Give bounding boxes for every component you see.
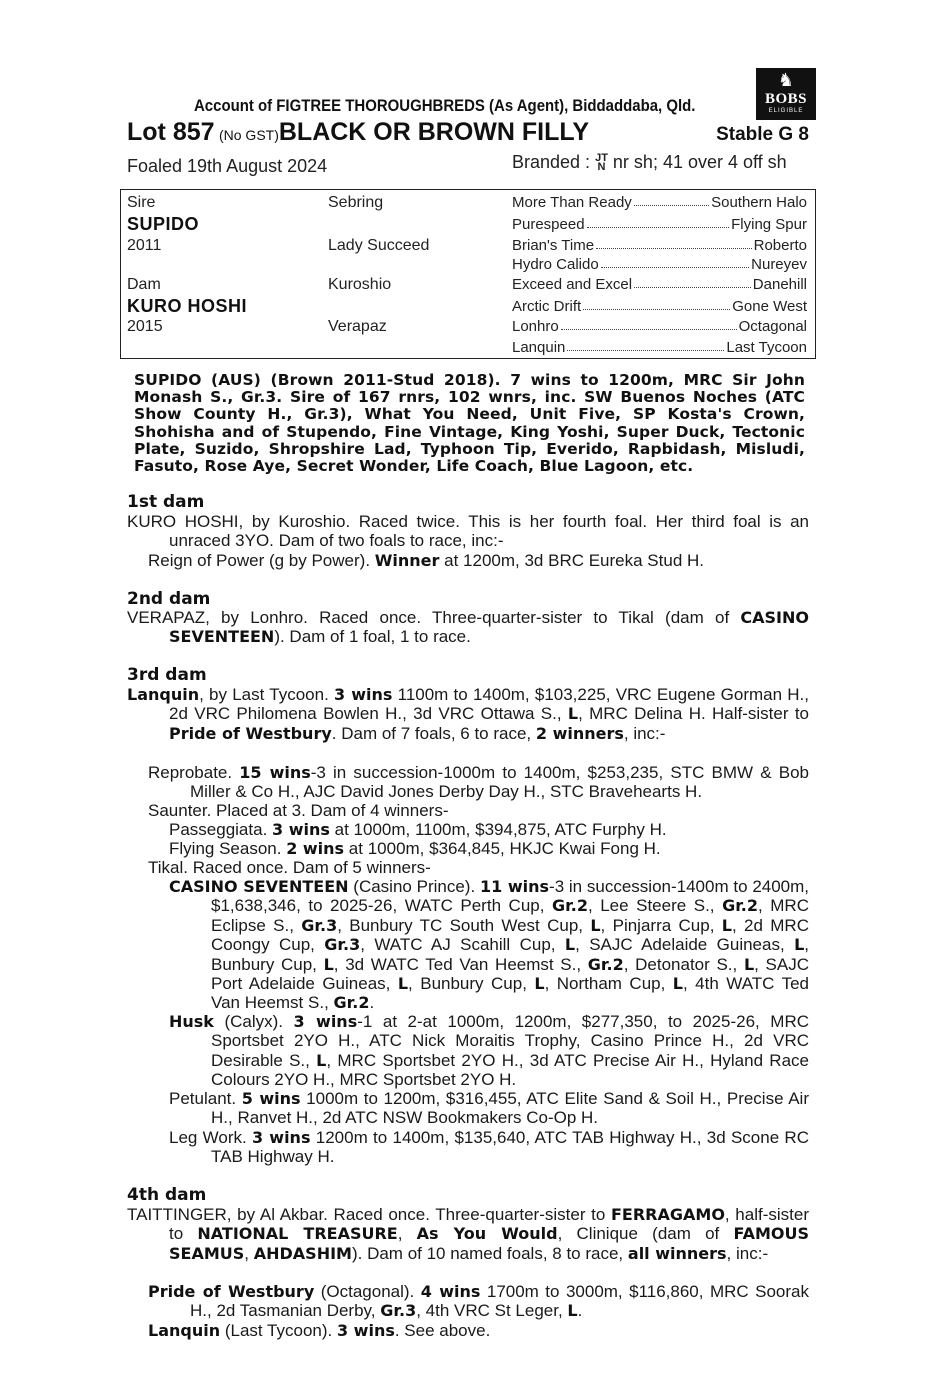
branded-rest: nr sh; 41 over 4 off sh <box>607 152 787 172</box>
text: , inc:- <box>623 723 666 743</box>
race-grade: Gr.2 <box>333 993 370 1013</box>
race-grade: L <box>316 1050 327 1070</box>
third-dam-heading: 3rd dam <box>127 665 207 685</box>
race-grade: Gr.3 <box>324 935 361 955</box>
brand-info <box>512 152 787 173</box>
dam-year: 2015 <box>127 318 163 335</box>
branded-label: Branded : <box>512 152 591 172</box>
offspring-pride-of-westbury <box>148 1282 809 1321</box>
text: Leg Work. <box>169 1128 253 1147</box>
text: , SAJC Adelaide Guineas, <box>575 935 795 955</box>
race-grade: L <box>567 1301 578 1321</box>
race-grade: L <box>672 974 683 994</box>
lot-number: Lot 857 <box>127 118 215 146</box>
text: , MRC Sportsbet 2YO H., 3d ATC Precise Air H., Hyland Race Colours 2YO H., MRC Sportsbet 2YO H. <box>211 1050 809 1090</box>
grandsire: Arctic Drift <box>512 298 582 315</box>
sire-label: Sire <box>127 194 156 211</box>
text: , <box>244 1243 254 1263</box>
text: , Pinjarra Cup, <box>600 915 722 935</box>
grandsire: Lanquin <box>512 339 566 356</box>
stable-location: Stable G 8 <box>716 124 809 145</box>
black-type-name: FERRAGAMO <box>611 1205 725 1224</box>
vendor-account: Account of FIGTREE THOROUGHBREDS (As Agent), Biddaddaba, Qld. <box>194 96 696 115</box>
text: -3 in succession-1400m to 2400m, $1,638,346, to 2025-26, WATC Perth Cup, <box>211 877 810 916</box>
offspring-casino-seventeen <box>169 877 809 1013</box>
race-grade: Gr.3 <box>380 1301 417 1321</box>
text: , SAJC Port Adelaide Guineas, <box>211 954 809 994</box>
wins: 15 wins <box>239 763 311 782</box>
offspring-tikal: Tikal. Raced once. Dam of 5 winners- <box>148 858 431 877</box>
text: . <box>577 1301 583 1321</box>
third-dam-text <box>127 685 809 743</box>
text: , MRC Eclipse S., <box>211 896 809 935</box>
black-type-name: Lanquin <box>148 1321 221 1340</box>
text: , Northam Cup, <box>544 974 673 994</box>
text: 1200m to 1400m, $135,640, ATC TAB Highway H., 3d Scone RC TAB Highway H. <box>211 1128 809 1167</box>
text: TAITTINGER, by Al Akbar. Raced once. Three-quarter-sister to <box>127 1205 611 1224</box>
wins: 3 wins <box>252 1128 311 1147</box>
text: at 1000m, $364,845, HKJC Kwai Fong H. <box>344 839 661 858</box>
offspring-record: at 1200m, 3d BRC Eureka Stud H. <box>439 551 705 570</box>
text: , inc:- <box>726 1243 769 1263</box>
black-type-name: NATIONAL TREASURE <box>197 1224 398 1244</box>
race-grade: L <box>564 935 576 955</box>
grandsire: More Than Ready <box>512 194 632 211</box>
grandsire: Exceed and Excel <box>512 276 633 293</box>
black-type-name: CASINO SEVENTEEN <box>169 877 349 896</box>
offspring-petulant <box>169 1089 809 1128</box>
text: , MRC Delina H. Half-sister to <box>578 704 810 724</box>
text: , Lee Steere S., <box>587 896 723 916</box>
great-grandsire: Gone West <box>732 298 807 315</box>
brand-mark <box>595 154 608 172</box>
black-type-name: Pride of Westbury <box>169 723 332 743</box>
logo-subtitle: ELIGIBLE <box>768 108 804 114</box>
text: 1100m to 1400m, $103,225, VRC Eugene Gorman H., 2d VRC Philomena Bowlen H., 3d VRC Ottawa S., <box>169 685 809 724</box>
dam-name: Lanquin <box>127 685 200 704</box>
offspring-reprobate <box>148 763 809 802</box>
text: , Bunbury TC South West Cup, <box>337 915 591 935</box>
wins: 4 wins <box>420 1282 481 1301</box>
text: , Clinique (dam of <box>557 1224 734 1244</box>
wins: 11 wins <box>479 877 550 896</box>
grandsire: Brian's Time <box>512 237 595 254</box>
lot-line <box>127 118 809 152</box>
text: Passeggiata. <box>169 820 273 839</box>
logo-brand: BOBS <box>764 91 808 107</box>
text: , Bunbury Cup, <box>408 974 535 994</box>
great-grandsire: Southern Halo <box>711 194 807 211</box>
race-grade: Gr.2 <box>587 954 624 974</box>
great-grandsire: Danehill <box>752 276 807 293</box>
sire-summary: SUPIDO (AUS) (Brown 2011-Stud 2018). 7 wins to 1200m, MRC Sir John Monash S., Gr.3. Sire of 167 rnrs, 102 wnrs, inc. SW Buenos Noches (ATC Show County H., Gr.3), What You Need, Unit Five, SP Kosta's Crown, Shohisha and of Stupendo, Fine Vintage, King Yoshi, Super Duck, Tectonic Plate, Suzido, Shropshire Lad, Typhoon Tip, Everido, Rapbidash, Misludi, Fasuto, Rose Aye, Secret Wonder, Life Coach, Blue Lagoon, etc. <box>134 371 805 476</box>
horse-icon: ♞ <box>777 70 795 91</box>
text: , Detonator S., <box>623 954 744 974</box>
text: VERAPAZ, by Lonhro. Raced once. Three-quarter-sister to Tikal (dam of <box>127 608 741 627</box>
dam-label: Dam <box>127 276 161 293</box>
text: , 2d MRC Coongy Cup, <box>211 915 809 955</box>
offspring-lanquin <box>148 1321 809 1340</box>
text: -1 at 2-at 1000m, 1200m, $277,350, to 2025-26, MRC Sportsbet 2YO H., ATC Nick Moraitis Trophy, Casino Prince H., 2d VRC Desirable S., <box>211 1012 809 1070</box>
grandsire: Lonhro <box>512 318 559 335</box>
text: , WATC AJ Scahill Cup, <box>360 935 565 955</box>
black-type-name: FAMOUS SEAMUS <box>169 1224 809 1263</box>
grandparent-row <box>512 276 807 293</box>
great-grandsire: Flying Spur <box>731 216 807 233</box>
text: (Octagonal). <box>314 1282 421 1301</box>
text: Flying Season. <box>169 839 287 858</box>
wins: 3 wins <box>272 820 330 839</box>
fourth-dam-text <box>127 1205 809 1263</box>
bobs-eligible-logo <box>756 68 816 120</box>
second-dam-text <box>127 608 809 647</box>
offspring-flying-season <box>169 839 809 858</box>
lot-description: BLACK OR BROWN FILLY <box>278 118 590 146</box>
offspring-name: Reign of Power (g by Power). <box>148 551 375 570</box>
black-type-name: As You Would <box>416 1224 558 1244</box>
offspring-passeggiata <box>169 820 809 839</box>
grandparent-row <box>512 339 807 356</box>
winners: 2 winners <box>535 723 624 743</box>
text: , Bunbury Cup, <box>211 935 809 974</box>
grandparent-row <box>512 194 807 211</box>
great-grandsire: Octagonal <box>738 318 807 335</box>
text: 1000m to 1200m, $316,455, ATC Elite Sand & Soil H., Precise Air H., Ranvet H., 2d ATC NSW Bookmakers Co-Op H. <box>211 1089 809 1128</box>
black-type-name: Pride of Westbury <box>148 1282 315 1301</box>
offspring-saunter: Saunter. Placed at 3. Dam of 4 winners- <box>148 801 449 820</box>
race-grade: Gr.3 <box>301 915 338 935</box>
race-grade: L <box>323 954 334 974</box>
text: , 3d WATC Ted Van Heemst S., <box>333 954 588 974</box>
grandparent-row <box>512 216 807 233</box>
grandsire: Hydro Calido <box>512 256 599 273</box>
race-grade: L <box>397 974 409 994</box>
text: . See above. <box>394 1321 491 1340</box>
offspring-wins: Winner <box>374 551 440 570</box>
race-grade: L <box>721 915 732 935</box>
first-dam-text: KURO HOSHI, by Kuroshio. Raced twice. This is her fourth foal. Her third foal is an unraced 3YO. Dam of two foals to race, inc:- <box>127 512 809 551</box>
text: at 1000m, 1100m, $394,875, ATC Furphy H. <box>329 820 667 839</box>
black-type-name: AHDASHIM <box>253 1243 352 1263</box>
first-dam-offspring <box>148 551 809 570</box>
text: ). Dam of 1 foal, 1 to race. <box>274 627 471 647</box>
fourth-dam-heading: 4th dam <box>127 1185 207 1205</box>
sire-name: SUPIDO <box>127 214 200 234</box>
text: (Casino Prince). <box>348 877 480 896</box>
text: ). Dam of 10 named foals, 8 to race, <box>351 1243 628 1263</box>
wins: 5 wins <box>241 1089 301 1108</box>
pedigree-table <box>120 189 816 359</box>
text: Petulant. <box>169 1089 242 1108</box>
text: , half-sister to <box>169 1205 809 1244</box>
black-type-name: CASINO SEVENTEEN <box>169 608 809 647</box>
dam-sire: Kuroshio <box>328 276 392 293</box>
wins: 3 wins <box>336 1321 395 1340</box>
text: . <box>369 993 375 1013</box>
offspring-husk <box>169 1012 809 1090</box>
text: -3 in succession-1000m to 1400m, $253,235, STC BMW & Bob Miller & Co H., AJC David Jones Derby Day H., STC Bravehearts H. <box>190 763 809 802</box>
race-grade: Gr.2 <box>552 896 588 916</box>
grandparent-row <box>512 318 807 335</box>
foaled-date: Foaled 19th August 2024 <box>127 156 328 176</box>
sire-year: 2011 <box>127 237 162 254</box>
grandparent-row <box>512 237 807 254</box>
race-grade: L <box>794 935 805 955</box>
race-grade: L <box>534 974 545 994</box>
text: , 4th WATC Ted Van Heemst S., <box>211 974 809 1013</box>
great-grandsire: Last Tycoon <box>726 339 807 356</box>
black-type-name: Husk <box>169 1012 214 1031</box>
grandsire: Purespeed <box>512 216 585 233</box>
wins: 2 wins <box>286 839 345 858</box>
grandparent-row <box>512 256 807 273</box>
wins: 3 wins <box>334 685 393 704</box>
text: (Calyx). <box>213 1012 294 1031</box>
race-grade: L <box>743 954 755 974</box>
race-grade: L <box>567 704 579 724</box>
gst-note: (No GST) <box>218 127 279 143</box>
text: (Last Tycoon). <box>220 1321 337 1340</box>
text: , <box>397 1224 417 1244</box>
dam-name: KURO HOSHI <box>127 296 248 316</box>
great-grandsire: Roberto <box>753 237 807 254</box>
grandparent-row <box>512 298 807 315</box>
offspring-leg-work <box>169 1128 809 1167</box>
first-dam-heading: 1st dam <box>127 492 205 512</box>
wins: 3 wins <box>293 1012 358 1031</box>
text: 1700m to 3000m, $116,860, MRC Soorak H., 2d Tasmanian Derby, <box>190 1282 810 1321</box>
dam-dam: Verapaz <box>328 318 387 335</box>
sire-sire: Sebring <box>328 194 384 211</box>
great-grandsire: Nureyev <box>751 256 807 273</box>
brand-bottom: N <box>597 161 606 173</box>
text: , by Last Tycoon. <box>199 685 335 704</box>
race-grade: Gr.2 <box>722 896 759 916</box>
sire-dam: Lady Succeed <box>328 237 430 254</box>
brand-top: JT <box>595 152 608 164</box>
text: . Dam of 7 foals, 6 to race, <box>331 723 536 743</box>
second-dam-heading: 2nd dam <box>127 589 211 609</box>
race-grade: L <box>590 915 601 935</box>
text: , 4th VRC St Leger, <box>416 1301 568 1321</box>
winners: all winners <box>627 1243 727 1263</box>
text: Reprobate. <box>148 763 240 782</box>
